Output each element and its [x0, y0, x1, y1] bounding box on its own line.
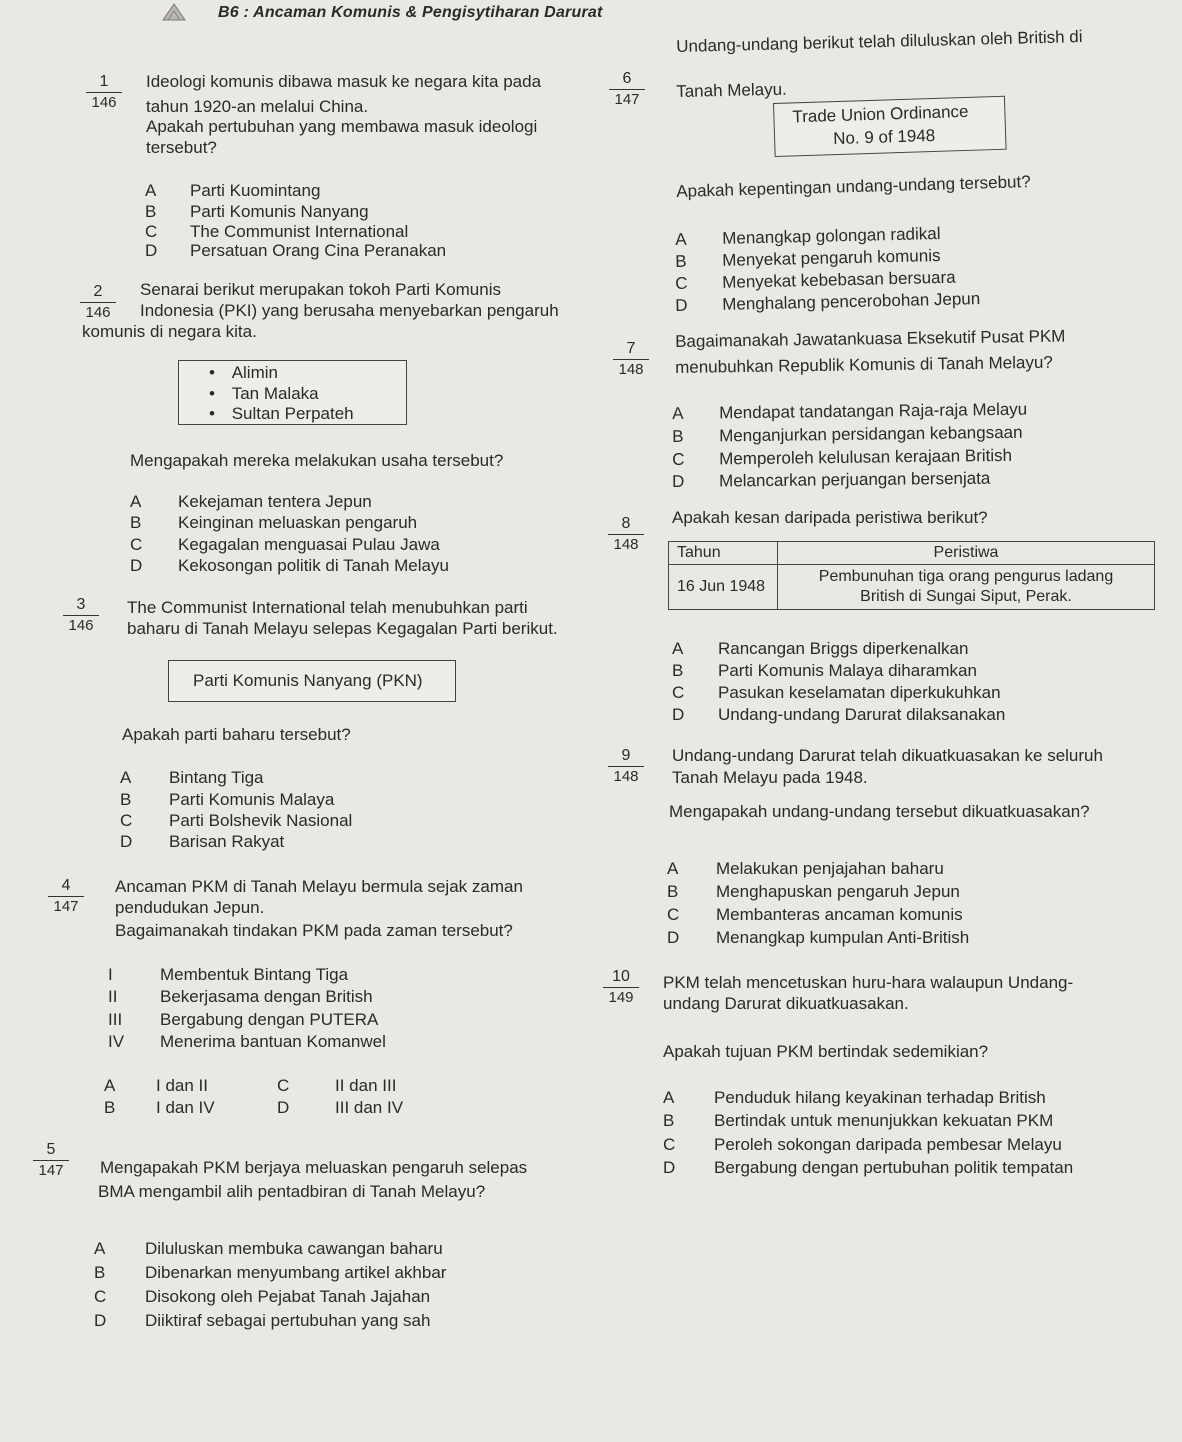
option-d[interactable]: D Menangkap kumpulan Anti-British: [667, 928, 970, 947]
question-text: komunis di negara kita.: [82, 322, 257, 341]
option-c[interactable]: C II dan III: [277, 1076, 397, 1095]
question-text: Senarai berikut merupakan tokoh Parti Komunis: [140, 280, 501, 299]
question-text: PKM telah mencetuskan huru-hara walaupun Undang-: [663, 973, 1074, 992]
table-header-event: Peristiwa: [778, 542, 1155, 565]
option-c[interactable]: C Disokong oleh Pejabat Tanah Jajahan: [94, 1287, 431, 1306]
option-c[interactable]: C The Communist International: [145, 222, 409, 241]
option-b[interactable]: B Bertindak untuk menunjukkan kekuatan PKM: [663, 1111, 1054, 1130]
option-a[interactable]: A Rancangan Briggs diperkenalkan: [672, 639, 969, 658]
question-text: Ancaman PKM di Tanah Melayu bermula sejak zaman: [115, 877, 523, 896]
table-cell-event: [778, 565, 1155, 610]
option-b[interactable]: B I dan IV: [104, 1098, 215, 1117]
option-a[interactable]: A I dan II: [104, 1076, 208, 1095]
option-c[interactable]: C Peroleh sokongan daripada pembesar Melayu: [663, 1135, 1062, 1154]
question-number: 7 148: [613, 340, 649, 379]
question-prompt: Apakah kesan daripada peristiwa berikut?: [672, 508, 988, 527]
party-name: Parti Komunis Nanyang (PKN): [193, 671, 423, 690]
option-d[interactable]: D Undang-undang Darurat dilaksanakan: [672, 705, 1006, 724]
event-line: British di Sungai Siput, Perak.: [860, 588, 1072, 605]
statement-iii: III Bergabung dengan PUTERA: [108, 1010, 379, 1029]
option-d[interactable]: D III dan IV: [277, 1098, 404, 1117]
option-d[interactable]: D Diiktiraf sebagai pertubuhan yang sah: [94, 1311, 431, 1330]
statement-ii: II Bekerjasama dengan British: [108, 987, 373, 1006]
statement-i: I Membentuk Bintang Tiga: [108, 965, 349, 984]
option-a[interactable]: A Penduduk hilang keyakinan terhadap British: [663, 1088, 1046, 1107]
option-b[interactable]: B Parti Komunis Nanyang: [145, 202, 369, 221]
option-b[interactable]: B Keinginan meluaskan pengaruh: [130, 513, 418, 532]
question-text: tahun 1920-an melalui China.: [146, 97, 369, 116]
question-text: Bagaimanakah Jawatankuasa Eksekutif Pusat PKM: [675, 326, 1066, 351]
question-text: Undang-undang berikut telah diluluskan oleh British di: [676, 27, 1083, 56]
table-header-year: Tahun: [669, 542, 778, 565]
chapter-title: B6 : Ancaman Komunis & Pengisytiharan Darurat: [218, 4, 603, 21]
question-text: The Communist International telah menubuhkan parti: [127, 598, 528, 617]
question-number: 1 146: [86, 73, 122, 112]
party-box: [168, 660, 456, 702]
ordinance-box: [773, 96, 1007, 157]
option-a[interactable]: A Kekejaman tentera Jepun: [130, 492, 372, 511]
option-b[interactable]: B Menghapuskan pengaruh Jepun: [667, 882, 960, 901]
option-d[interactable]: D Barisan Rakyat: [120, 832, 285, 851]
statement-iv: IV Menerima bantuan Komanwel: [108, 1032, 386, 1051]
question-prompt: Mengapakah mereka melakukan usaha tersebut?: [130, 451, 504, 470]
option-c[interactable]: C Membanteras ancaman komunis: [667, 905, 963, 924]
question-text: baharu di Tanah Melayu selepas Kegagalan Parti berikut.: [127, 619, 558, 638]
question-number: 10 149: [603, 968, 639, 1007]
question-text: Indonesia (PKI) yang berusaha menyebarkan pengaruh: [140, 301, 559, 320]
option-c[interactable]: C Parti Bolshevik Nasional: [120, 811, 353, 830]
option-d[interactable]: D Bergabung dengan pertubuhan politik tempatan: [663, 1158, 1074, 1177]
ordinance-number: No. 9 of 1948: [832, 125, 936, 149]
list-item: • Alimin: [209, 363, 278, 382]
question-number: 4 147: [48, 877, 84, 916]
question-text: tersebut?: [146, 138, 217, 157]
option-b[interactable]: B Parti Komunis Malaya: [120, 790, 335, 809]
question-text: Tanah Melayu pada 1948.: [672, 768, 868, 787]
question-number: 2 146: [80, 283, 116, 322]
option-a[interactable]: A Bintang Tiga: [120, 768, 264, 787]
question-text: menubuhkan Republik Komunis di Tanah Melayu?: [675, 352, 1053, 377]
question-text: undang Darurat dikuatkuasakan.: [663, 994, 909, 1013]
option-d[interactable]: D Menghalang pencerobohan Jepun: [675, 289, 981, 315]
question-prompt: Apakah parti baharu tersebut?: [122, 725, 351, 744]
question-text: Tanah Melayu.: [676, 79, 787, 101]
question-prompt: Apakah tujuan PKM bertindak sedemikian?: [663, 1042, 989, 1061]
option-a[interactable]: A Mendapat tandatangan Raja-raja Melayu: [672, 399, 1028, 423]
question-number: 9 148: [608, 747, 644, 786]
question-text: Mengapakah PKM berjaya meluaskan pengaruh selepas: [100, 1158, 528, 1177]
option-d[interactable]: D Persatuan Orang Cina Peranakan: [145, 241, 447, 260]
question-prompt: Apakah kepentingan undang-undang tersebut?: [676, 172, 1031, 201]
figures-list-box: [178, 360, 407, 425]
question-text: BMA mengambil alih pentadbiran di Tanah Melayu?: [98, 1182, 486, 1201]
option-b[interactable]: B Menganjurkan persidangan kebangsaan: [672, 422, 1023, 446]
option-b[interactable]: B Menyekat pengaruh komunis: [675, 245, 941, 271]
question-text: pendudukan Jepun.: [115, 898, 265, 917]
list-item: • Sultan Perpateh: [209, 404, 354, 423]
question-text: Undang-undang Darurat telah dikuatkuasakan ke seluruh: [672, 746, 1103, 765]
event-line: Pembunuhan tiga orang pengurus ladang: [818, 568, 1114, 585]
option-b[interactable]: B Parti Komunis Malaya diharamkan: [672, 661, 977, 680]
question-number: 8 148: [608, 515, 644, 554]
list-item: • Tan Malaka: [209, 384, 319, 403]
ordinance-title: Trade Union Ordinance: [792, 101, 969, 127]
table-cell-date: 16 Jun 1948: [669, 565, 778, 610]
option-d[interactable]: D Melancarkan perjuangan bersenjata: [672, 468, 991, 491]
option-b[interactable]: B Dibenarkan menyumbang artikel akhbar: [94, 1263, 447, 1282]
option-c[interactable]: C Pasukan keselamatan diperkukuhkan: [672, 683, 1001, 702]
option-a[interactable]: A Menangkap golongan radikal: [675, 223, 941, 249]
option-a[interactable]: A Melakukan penjajahan baharu: [667, 859, 944, 878]
question-prompt: Bagaimanakah tindakan PKM pada zaman tersebut?: [115, 921, 513, 940]
book-logo-icon: [160, 0, 188, 26]
option-a[interactable]: A Parti Kuomintang: [145, 181, 321, 200]
question-text: Apakah pertubuhan yang membawa masuk ideologi: [146, 117, 538, 136]
option-c[interactable]: C Kegagalan menguasai Pulau Jawa: [130, 535, 440, 554]
question-text: Ideologi komunis dibawa masuk ke negara kita pada: [146, 72, 542, 91]
option-a[interactable]: A Diluluskan membuka cawangan baharu: [94, 1239, 443, 1258]
question-number: 5 147: [33, 1141, 69, 1180]
option-c[interactable]: C Menyekat kebebasan bersuara: [675, 267, 956, 293]
option-d[interactable]: D Kekosongan politik di Tanah Melayu: [130, 556, 449, 575]
question-number: 6 147: [609, 70, 645, 109]
option-c[interactable]: C Memperoleh kelulusan kerajaan British: [672, 445, 1013, 469]
event-table: [668, 541, 1155, 610]
question-prompt: Mengapakah undang-undang tersebut dikuatkuasakan?: [669, 802, 1090, 821]
question-number: 3 146: [63, 596, 99, 635]
